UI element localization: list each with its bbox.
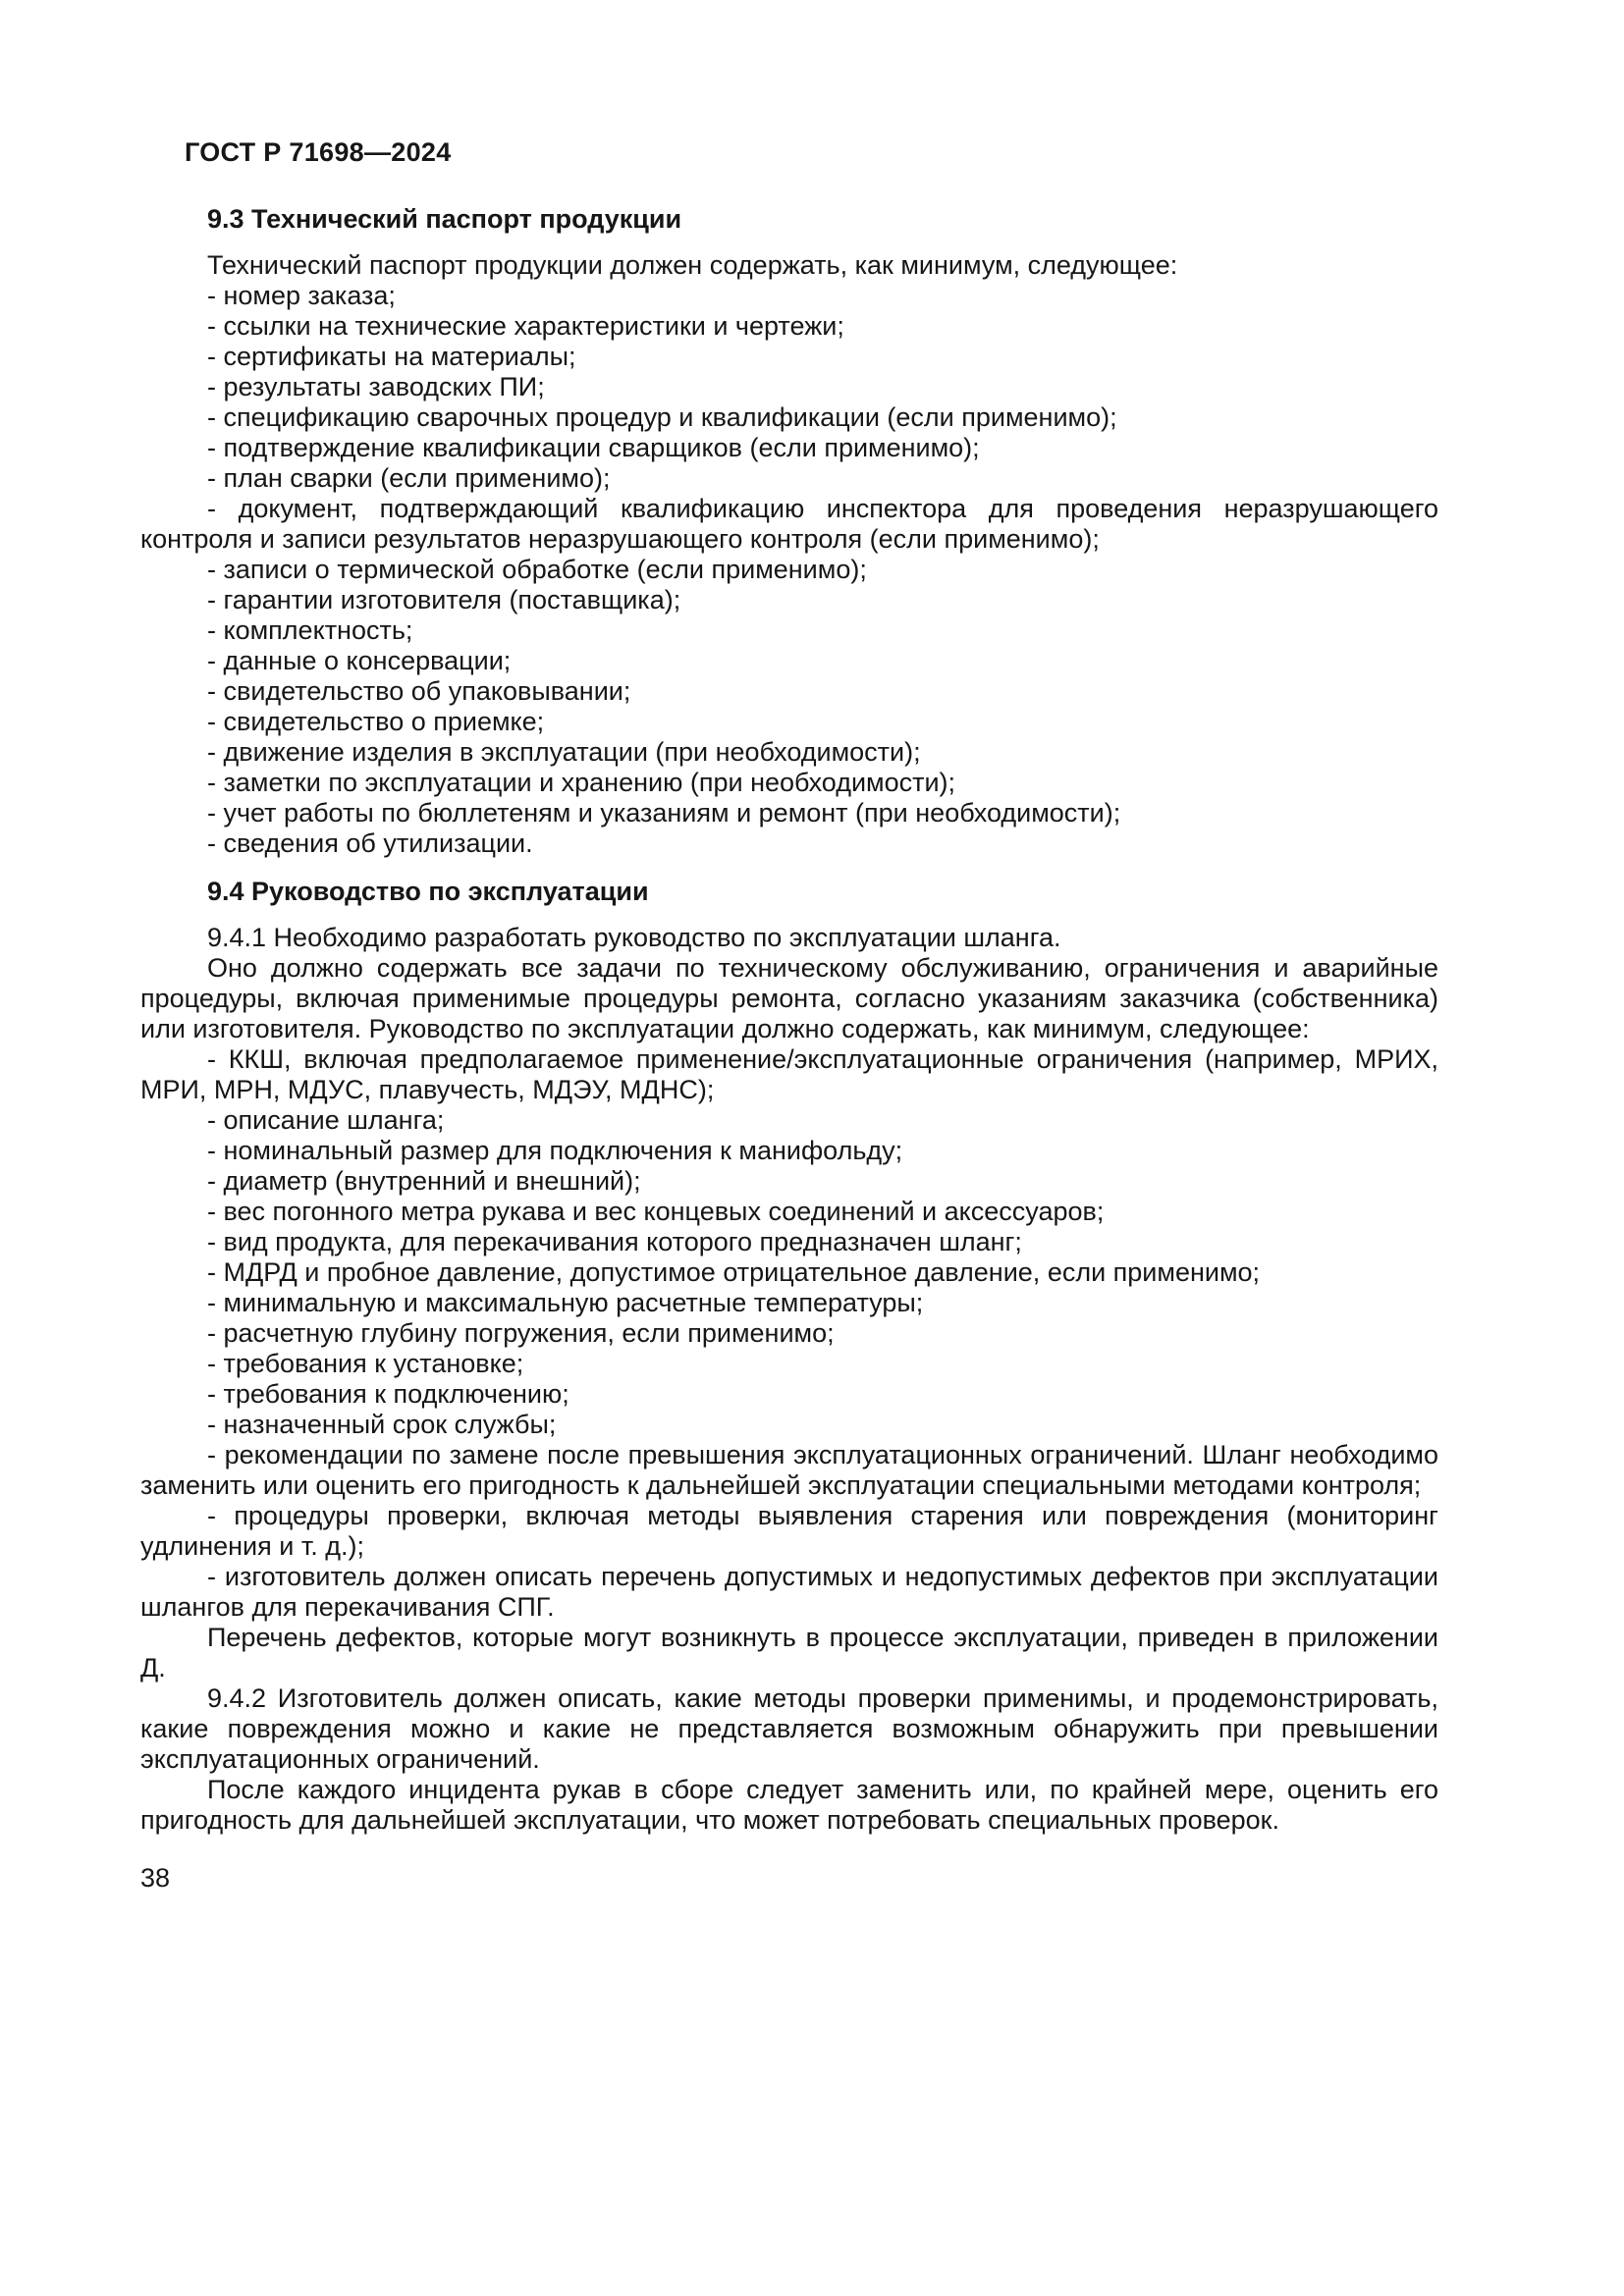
list-item: - ссылки на технические характеристики и чертежи;	[207, 311, 844, 341]
list-item: - план сварки (если применимо);	[207, 463, 611, 493]
list-item: - номинальный размер для подключения к манифольду;	[207, 1136, 903, 1165]
list-item: - сертификаты на материалы;	[207, 342, 576, 371]
list-item: - назначенный срок службы;	[207, 1410, 557, 1439]
section-heading: 9.4 Руководство по эксплуатации	[207, 877, 649, 906]
running-header: ГОСТ Р 71698—2024	[185, 137, 452, 167]
list-item: - требования к подключению;	[207, 1379, 569, 1409]
list-item: - расчетную глубину погружения, если применимо;	[207, 1318, 835, 1348]
section-heading: 9.3 Технический паспорт продукции	[207, 204, 682, 234]
paragraph: Перечень дефектов, которые могут возникнуть в процессе эксплуатации, приведен в приложении Д.	[140, 1623, 1438, 1682]
document-body	[140, 192, 1438, 1836]
list-item: - заметки по эксплуатации и хранению (при необходимости);	[207, 768, 956, 797]
list-item: - движение изделия в эксплуатации (при необходимости);	[207, 737, 921, 767]
paragraph: Технический паспорт продукции должен содержать, как минимум, следующее:	[207, 250, 1178, 280]
list-item: - описание шланга;	[207, 1105, 445, 1135]
list-item: - спецификацию сварочных процедур и квалификации (если применимо);	[207, 402, 1117, 432]
page-number: 38	[140, 1863, 171, 1893]
paragraph: Оно должно содержать все задачи по техническому обслуживанию, ограничения и аварийные процедуры, включая применимые процедуры ремонта, согласно указаниям заказчика (собственника) или изготовителя. Руководство по эксплуатации должно содержать, как минимум, следующее:	[140, 953, 1438, 1043]
list-item: - гарантии изготовителя (поставщика);	[207, 585, 681, 614]
list-item: - изготовитель должен описать перечень допустимых и недопустимых дефектов при эксплуатации шлангов для перекачивания СПГ.	[140, 1562, 1438, 1622]
list-item: - номер заказа;	[207, 281, 396, 310]
list-item: - рекомендации по замене после превышения эксплуатационных ограничений. Шланг необходимо заменить или оценить его пригодность к дальнейшей эксплуатации специальными методами контроля;	[140, 1440, 1438, 1500]
list-item: - процедуры проверки, включая методы выявления старения или повреждения (мониторинг удлинения и т. д.);	[140, 1501, 1438, 1561]
list-item: - записи о термической обработке (если применимо);	[207, 555, 867, 584]
list-item: - вес погонного метра рукава и вес концевых соединений и аксессуаров;	[207, 1197, 1105, 1226]
paragraph: 9.4.1 Необходимо разработать руководство по эксплуатации шланга.	[207, 923, 1061, 952]
list-item: - МДРД и пробное давление, допустимое отрицательное давление, если применимо;	[207, 1257, 1261, 1287]
list-item: - подтверждение квалификации сварщиков (если применимо);	[207, 433, 980, 462]
paragraph: После каждого инцидента рукав в сборе следует заменить или, по крайней мере, оценить его пригодность для дальнейшей эксплуатации, что может потребовать специальных проверок.	[140, 1775, 1438, 1835]
list-item: - требования к установке;	[207, 1349, 524, 1378]
list-item: - сведения об утилизации.	[207, 828, 533, 858]
list-item: - комплектность;	[207, 615, 413, 645]
list-item: - минимальную и максимальную расчетные температуры;	[207, 1288, 924, 1317]
list-item: - результаты заводских ПИ;	[207, 372, 545, 401]
paragraph: 9.4.2 Изготовитель должен описать, какие методы проверки применимы, и продемонстрировать, какие повреждения можно и какие не представляется возможным обнаружить при превышении эксплуатационных ограничений.	[140, 1683, 1438, 1774]
list-item: - свидетельство о приемке;	[207, 707, 545, 736]
list-item: - данные о консервации;	[207, 646, 512, 675]
list-item: - документ, подтверждающий квалификацию инспектора для проведения неразрушающего контроля и записи результатов неразрушающего контроля (если применимо);	[140, 494, 1438, 554]
list-item: - учет работы по бюллетеням и указаниям и ремонт (при необходимости);	[207, 798, 1121, 828]
list-item: - вид продукта, для перекачивания которого предназначен шланг;	[207, 1227, 1022, 1256]
list-item: - диаметр (внутренний и внешний);	[207, 1166, 641, 1196]
list-item: - свидетельство об упаковывании;	[207, 676, 631, 706]
list-item: - ККШ, включая предполагаемое применение/эксплуатационные ограничения (например, МРИХ, МРИ, МРН, МДУС, плавучесть, МДЭУ, МДНС);	[140, 1044, 1438, 1104]
